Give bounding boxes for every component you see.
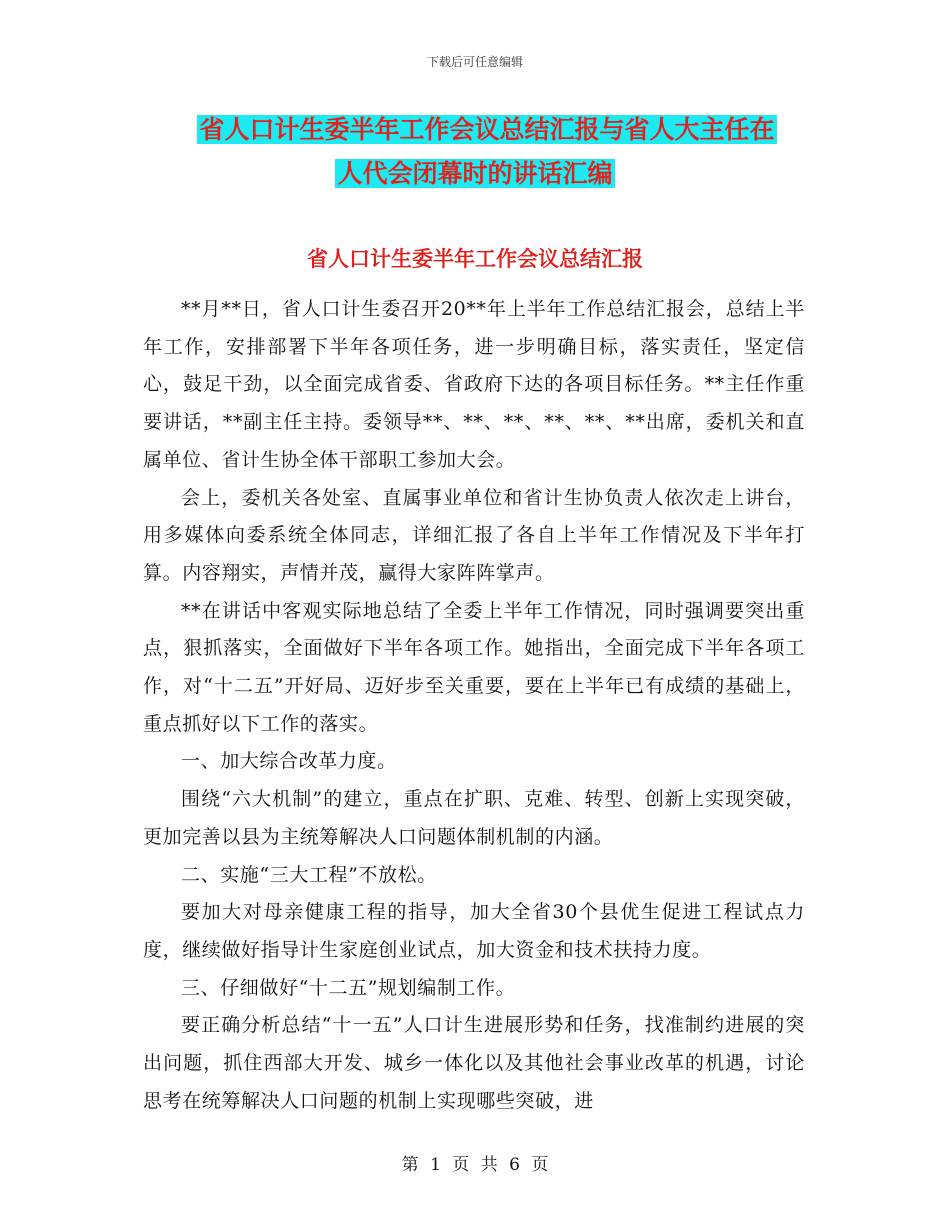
document-title-line-2-text: 人代会闭幕时的讲话汇编: [337, 159, 613, 188]
paragraph-1: **月**日，省人口计生委召开20**年上半年工作总结汇报会，总结上半年工作，安排部署下半年各项任务，进一步明确目标，落实责任，坚定信心，鼓足干劲，以全面完成省委、省政府下达的各项目标任务。**主任作重要讲话，**副主任主持。委领导**、**、**、**、**、**出席，委机关和直属单位、省计生协全体干部职工参加大会。: [143, 298, 805, 471]
paragraph-3: **在讲话中客观实际地总结了全委上半年工作情况，同时强调要突出重点，狠抓落实，全面做好下半年各项工作。她指出，全面完成下半年各项工作，对“十二五”开好局、迈好步至关重要，要在上半年已有成绩的基础上，重点抓好以下工作的落实。: [143, 599, 805, 735]
paragraph-5: 要加大对母亲健康工程的指导，加大全省30个县优生促进工程试点力度，继续做好指导计生家庭创业试点，加大资金和技术扶持力度。: [143, 901, 805, 961]
section-title: 省人口计生委半年工作会议总结汇报: [307, 247, 643, 271]
paragraph-4: 围绕“六大机制”的建立，重点在扩职、克难、转型、创新上实现突破，更加完善以县为主统筹解决人口问题体制机制的内涵。: [143, 788, 805, 848]
document-title-line-1-text: 省人口计生委半年工作会议总结汇报与省人大主任在: [199, 115, 775, 144]
heading-item-3: 三、仔细做好“十二五”规划编制工作。: [181, 976, 516, 999]
page-number: 第 1 页 共 6 页: [401, 1155, 549, 1175]
document-title-line-1: [0, 112, 950, 148]
heading-item-2: 二、实施“三大工程”不放松。: [181, 863, 437, 886]
page-header-note: 下载后可任意编辑: [426, 55, 523, 69]
document-title-line-2: [0, 156, 950, 192]
paragraph-6: 要正确分析总结“十一五”人口计生进展形势和任务，找准制约进展的突出问题，抓住西部大开发、城乡一体化以及其他社会事业改革的机遇，讨论思考在统筹解决人口问题的机制上实现哪些突破，进: [143, 1014, 805, 1112]
document-body: [143, 291, 805, 1120]
heading-item-1: 一、加大综合改革力度。: [181, 750, 397, 773]
paragraph-2: 会上，委机关各处室、直属事业单位和省计生协负责人依次走上讲台，用多媒体向委系统全体同志，详细汇报了各自上半年工作情况及下半年打算。内容翔实，声情并茂，赢得大家阵阵掌声。: [143, 486, 805, 584]
